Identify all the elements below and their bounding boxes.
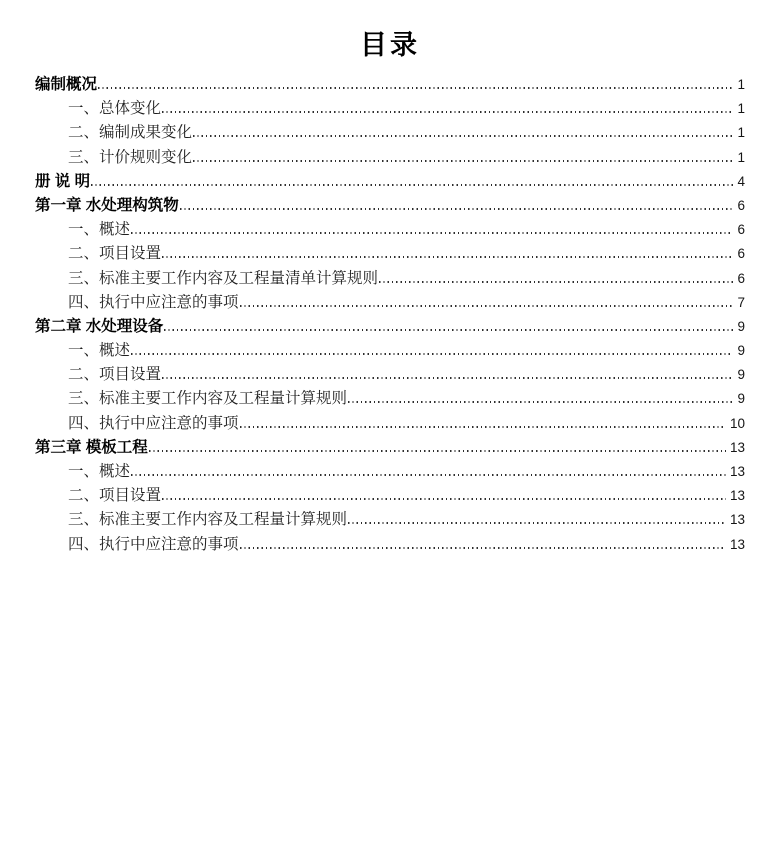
toc-entry[interactable] — [35, 194, 745, 218]
page-number: 1 — [737, 125, 745, 141]
page-number: 6 — [737, 197, 745, 213]
toc-entry[interactable] — [35, 218, 745, 242]
page-number: 9 — [737, 343, 745, 359]
page-number: 13 — [729, 464, 745, 479]
toc-entry[interactable] — [35, 533, 745, 557]
toc-entry[interactable] — [35, 412, 745, 436]
dotted-leader — [164, 329, 733, 331]
page-number: 10 — [729, 415, 745, 431]
toc-entry-label: 二、项目设置 — [68, 487, 162, 505]
page-number: 6 — [737, 270, 745, 286]
dotted-leader — [162, 377, 733, 379]
page-number: 9 — [737, 318, 745, 334]
dotted-leader — [193, 160, 733, 162]
toc-list — [35, 73, 745, 557]
dotted-leader — [348, 522, 726, 524]
toc-entry-label: 四、执行中应注意的事项 — [68, 535, 239, 553]
toc-entry[interactable] — [35, 315, 745, 339]
page-number: 7 — [737, 294, 745, 310]
toc-entry-label: 一、总体变化 — [68, 100, 162, 118]
toc-entry[interactable] — [35, 97, 745, 121]
page-number: 13 — [729, 488, 745, 504]
toc-entry-label: 三、标准主要工作内容及工程量计算规则 — [68, 511, 348, 529]
page-number: 1 — [737, 77, 745, 92]
dotted-leader — [131, 353, 733, 355]
toc-entry-label: 编制概况 — [35, 76, 98, 93]
toc-entry[interactable] — [35, 170, 745, 194]
dotted-leader — [240, 426, 726, 428]
dotted-leader — [240, 547, 726, 549]
toc-entry[interactable] — [35, 436, 745, 460]
page-number: 13 — [729, 439, 745, 455]
page-number: 4 — [737, 173, 745, 189]
toc-entry[interactable] — [35, 484, 745, 508]
page-number: 1 — [737, 101, 745, 117]
toc-entry[interactable] — [35, 363, 745, 387]
toc-entry-label: 二、编制成果变化 — [68, 124, 193, 142]
dotted-leader — [193, 135, 733, 137]
toc-entry-label: 四、执行中应注意的事项 — [68, 414, 239, 432]
page-number: 1 — [737, 149, 745, 165]
page-number: 13 — [729, 512, 745, 528]
dotted-leader — [162, 256, 733, 258]
toc-entry-label: 三、标准主要工作内容及工程量计算规则 — [68, 390, 348, 408]
toc-entry-label: 第二章 水处理设备 — [35, 317, 164, 335]
toc-entry-label: 一、概述 — [68, 342, 131, 360]
toc-entry-label: 第一章 水处理构筑物 — [35, 196, 179, 214]
page-number: 13 — [729, 536, 745, 552]
toc-entry[interactable] — [35, 508, 745, 532]
dotted-leader — [162, 498, 726, 500]
toc-entry-label: 册 说 明 — [35, 172, 91, 190]
dotted-leader — [240, 305, 734, 307]
toc-entry-label: 三、标准主要工作内容及工程量清单计算规则 — [68, 269, 379, 287]
dotted-leader — [131, 474, 726, 476]
page-number: 6 — [737, 222, 745, 238]
dotted-leader — [131, 232, 733, 234]
toc-entry-label: 四、执行中应注意的事项 — [68, 293, 239, 311]
dotted-leader — [98, 87, 733, 89]
toc-entry[interactable] — [35, 267, 745, 291]
toc-entry-label: 二、项目设置 — [68, 245, 162, 263]
toc-entry[interactable] — [35, 73, 745, 97]
page-number: 9 — [737, 367, 745, 383]
toc-entry-label: 一、概述 — [68, 221, 131, 239]
toc-entry-label: 二、项目设置 — [68, 366, 162, 384]
page-number: 9 — [737, 391, 745, 407]
toc-entry[interactable] — [35, 121, 745, 145]
dotted-leader — [348, 401, 733, 403]
dotted-leader — [180, 208, 734, 210]
dotted-leader — [162, 111, 733, 113]
toc-entry[interactable] — [35, 460, 745, 484]
toc-entry-label: 一、概述 — [68, 463, 131, 480]
toc-entry[interactable] — [35, 242, 745, 266]
dotted-leader — [149, 450, 726, 452]
toc-title: 目录 — [360, 30, 420, 60]
dotted-leader — [379, 281, 733, 283]
toc-entry[interactable] — [35, 291, 745, 315]
page-number: 6 — [737, 246, 745, 262]
toc-entry[interactable] — [35, 146, 745, 170]
toc-entry-label: 三、计价规则变化 — [68, 148, 193, 166]
toc-entry[interactable] — [35, 339, 745, 363]
toc-entry-label: 第三章 模板工程 — [35, 438, 148, 456]
dotted-leader — [91, 184, 733, 186]
toc-entry[interactable] — [35, 387, 745, 411]
